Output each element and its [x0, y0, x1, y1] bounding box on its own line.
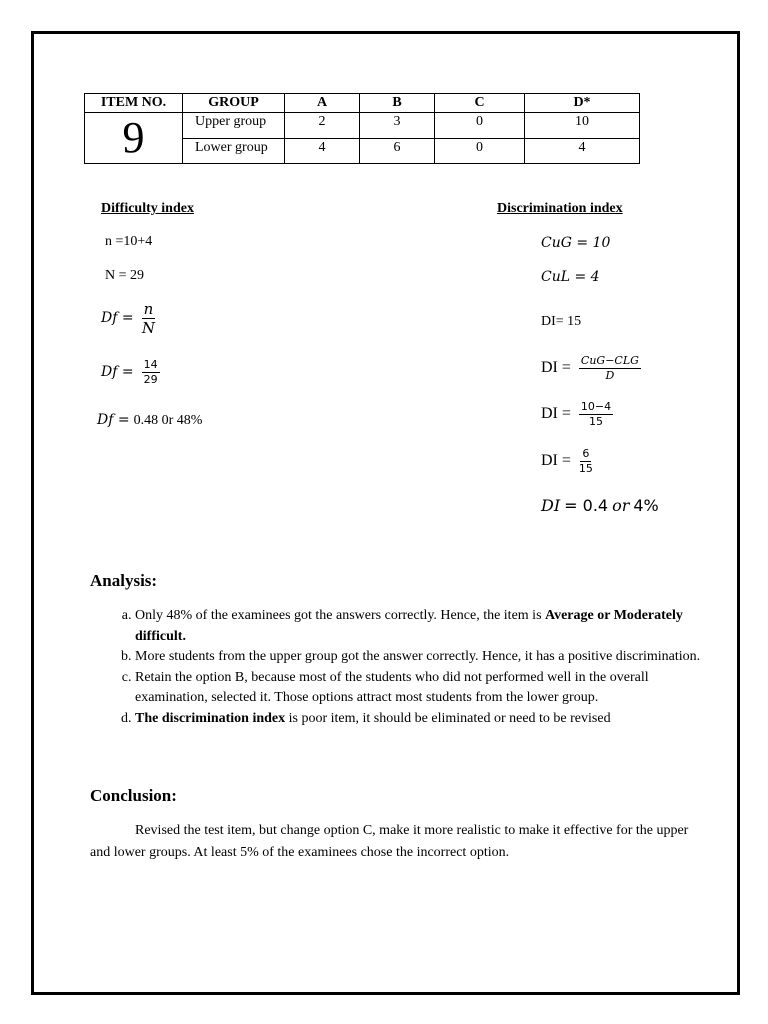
header-b: B	[360, 94, 435, 113]
analysis-list	[94, 606, 715, 729]
total-n-line: N = 29	[105, 268, 145, 283]
di3-numerator: 6	[582, 447, 590, 460]
analysis-a-bold: Average or Moderately difficult.	[135, 608, 683, 644]
table-cell: 0	[435, 138, 525, 164]
df2-numerator: 14	[143, 358, 158, 371]
di3-denominator: 15	[578, 462, 593, 475]
di-result-or: or	[612, 496, 630, 515]
df-fraction	[142, 300, 156, 337]
conclusion-heading: Conclusion:	[90, 786, 177, 805]
df-numerator: n	[143, 300, 154, 318]
analysis-heading: Analysis:	[90, 571, 158, 590]
analysis-d-bold: The discrimination index	[135, 710, 286, 726]
di-formula	[541, 354, 641, 383]
analysis-d-text: is poor item, it should be eliminated or need to be revised	[285, 710, 611, 726]
di-result-value: = 0.4	[564, 496, 609, 515]
list-item	[135, 709, 715, 730]
table-cell: 4	[285, 138, 360, 164]
table-cell: 10	[525, 113, 640, 139]
di2-denominator: 15	[589, 415, 604, 428]
df2-label: Df =	[101, 364, 134, 381]
analysis-a-text: Only 48% of the examinees got the answers correctly. Hence, the item is	[135, 608, 546, 623]
discrimination-index-heading: Discrimination index	[497, 201, 623, 216]
list-item: c. Retain the option B, because most of the students who did not performed well in the overall examination, selected it. Those options attract most students from the lower group.	[135, 668, 715, 709]
di2-numerator: 10−4	[580, 400, 612, 413]
di-result-pct: 4%	[633, 496, 659, 515]
header-a: A	[285, 94, 360, 113]
header-c: C	[435, 94, 525, 113]
table-cell: 2	[285, 113, 360, 139]
di-result-label: DI	[541, 496, 561, 515]
cul-line: CuL = 4	[541, 269, 600, 285]
table-cell: 3	[360, 113, 435, 139]
df2-denominator: 29	[143, 373, 158, 386]
di2-label: DI =	[541, 405, 571, 423]
cug-line: CuG = 10	[541, 235, 611, 251]
list-item	[135, 606, 715, 647]
di-substitution	[541, 400, 613, 429]
table-cell: 0	[435, 113, 525, 139]
di-result	[541, 496, 659, 516]
item-number: 9	[85, 113, 183, 164]
item-analysis-table	[84, 93, 640, 164]
table-cell: 6	[360, 138, 435, 164]
di1-label: DI =	[541, 359, 571, 377]
di1-numerator: CuG−CLG	[580, 354, 639, 367]
df-result-label: Df =	[97, 412, 130, 428]
di-line: DI= 15	[541, 314, 582, 329]
df-formula	[101, 300, 155, 337]
df-result	[97, 411, 202, 429]
header-item-no: ITEM NO.	[85, 94, 183, 113]
df-result-value: 0.48 0r 48%	[133, 413, 203, 428]
conclusion-text: Revised the test item, but change option C, make it more realistic to make it effective for the upper and lower groups. At least 5% of the examinees chose the incorrect option.	[90, 823, 689, 860]
header-d: D*	[525, 94, 640, 113]
di-simplified	[541, 447, 593, 476]
table-row	[85, 113, 640, 139]
df2-fraction	[142, 358, 160, 387]
table-cell: 4	[525, 138, 640, 164]
df-denominator: N	[141, 319, 155, 337]
header-group: GROUP	[183, 94, 285, 113]
table-header-row	[85, 94, 640, 113]
di1-fraction	[579, 354, 641, 383]
list-item: b. More students from the upper group got the answer correctly. Hence, it has a positive discrimination.	[135, 647, 715, 668]
df-label: Df =	[101, 310, 134, 327]
difficulty-index-heading: Difficulty index	[101, 201, 194, 216]
di2-fraction	[579, 400, 613, 429]
n-line: n =10+4	[105, 234, 153, 249]
group-label: Upper group	[183, 113, 285, 139]
df-computation	[101, 358, 160, 387]
di1-denominator: D	[605, 369, 615, 382]
di3-fraction	[579, 447, 593, 476]
group-label: Lower group	[183, 138, 285, 164]
di3-label: DI =	[541, 452, 571, 470]
